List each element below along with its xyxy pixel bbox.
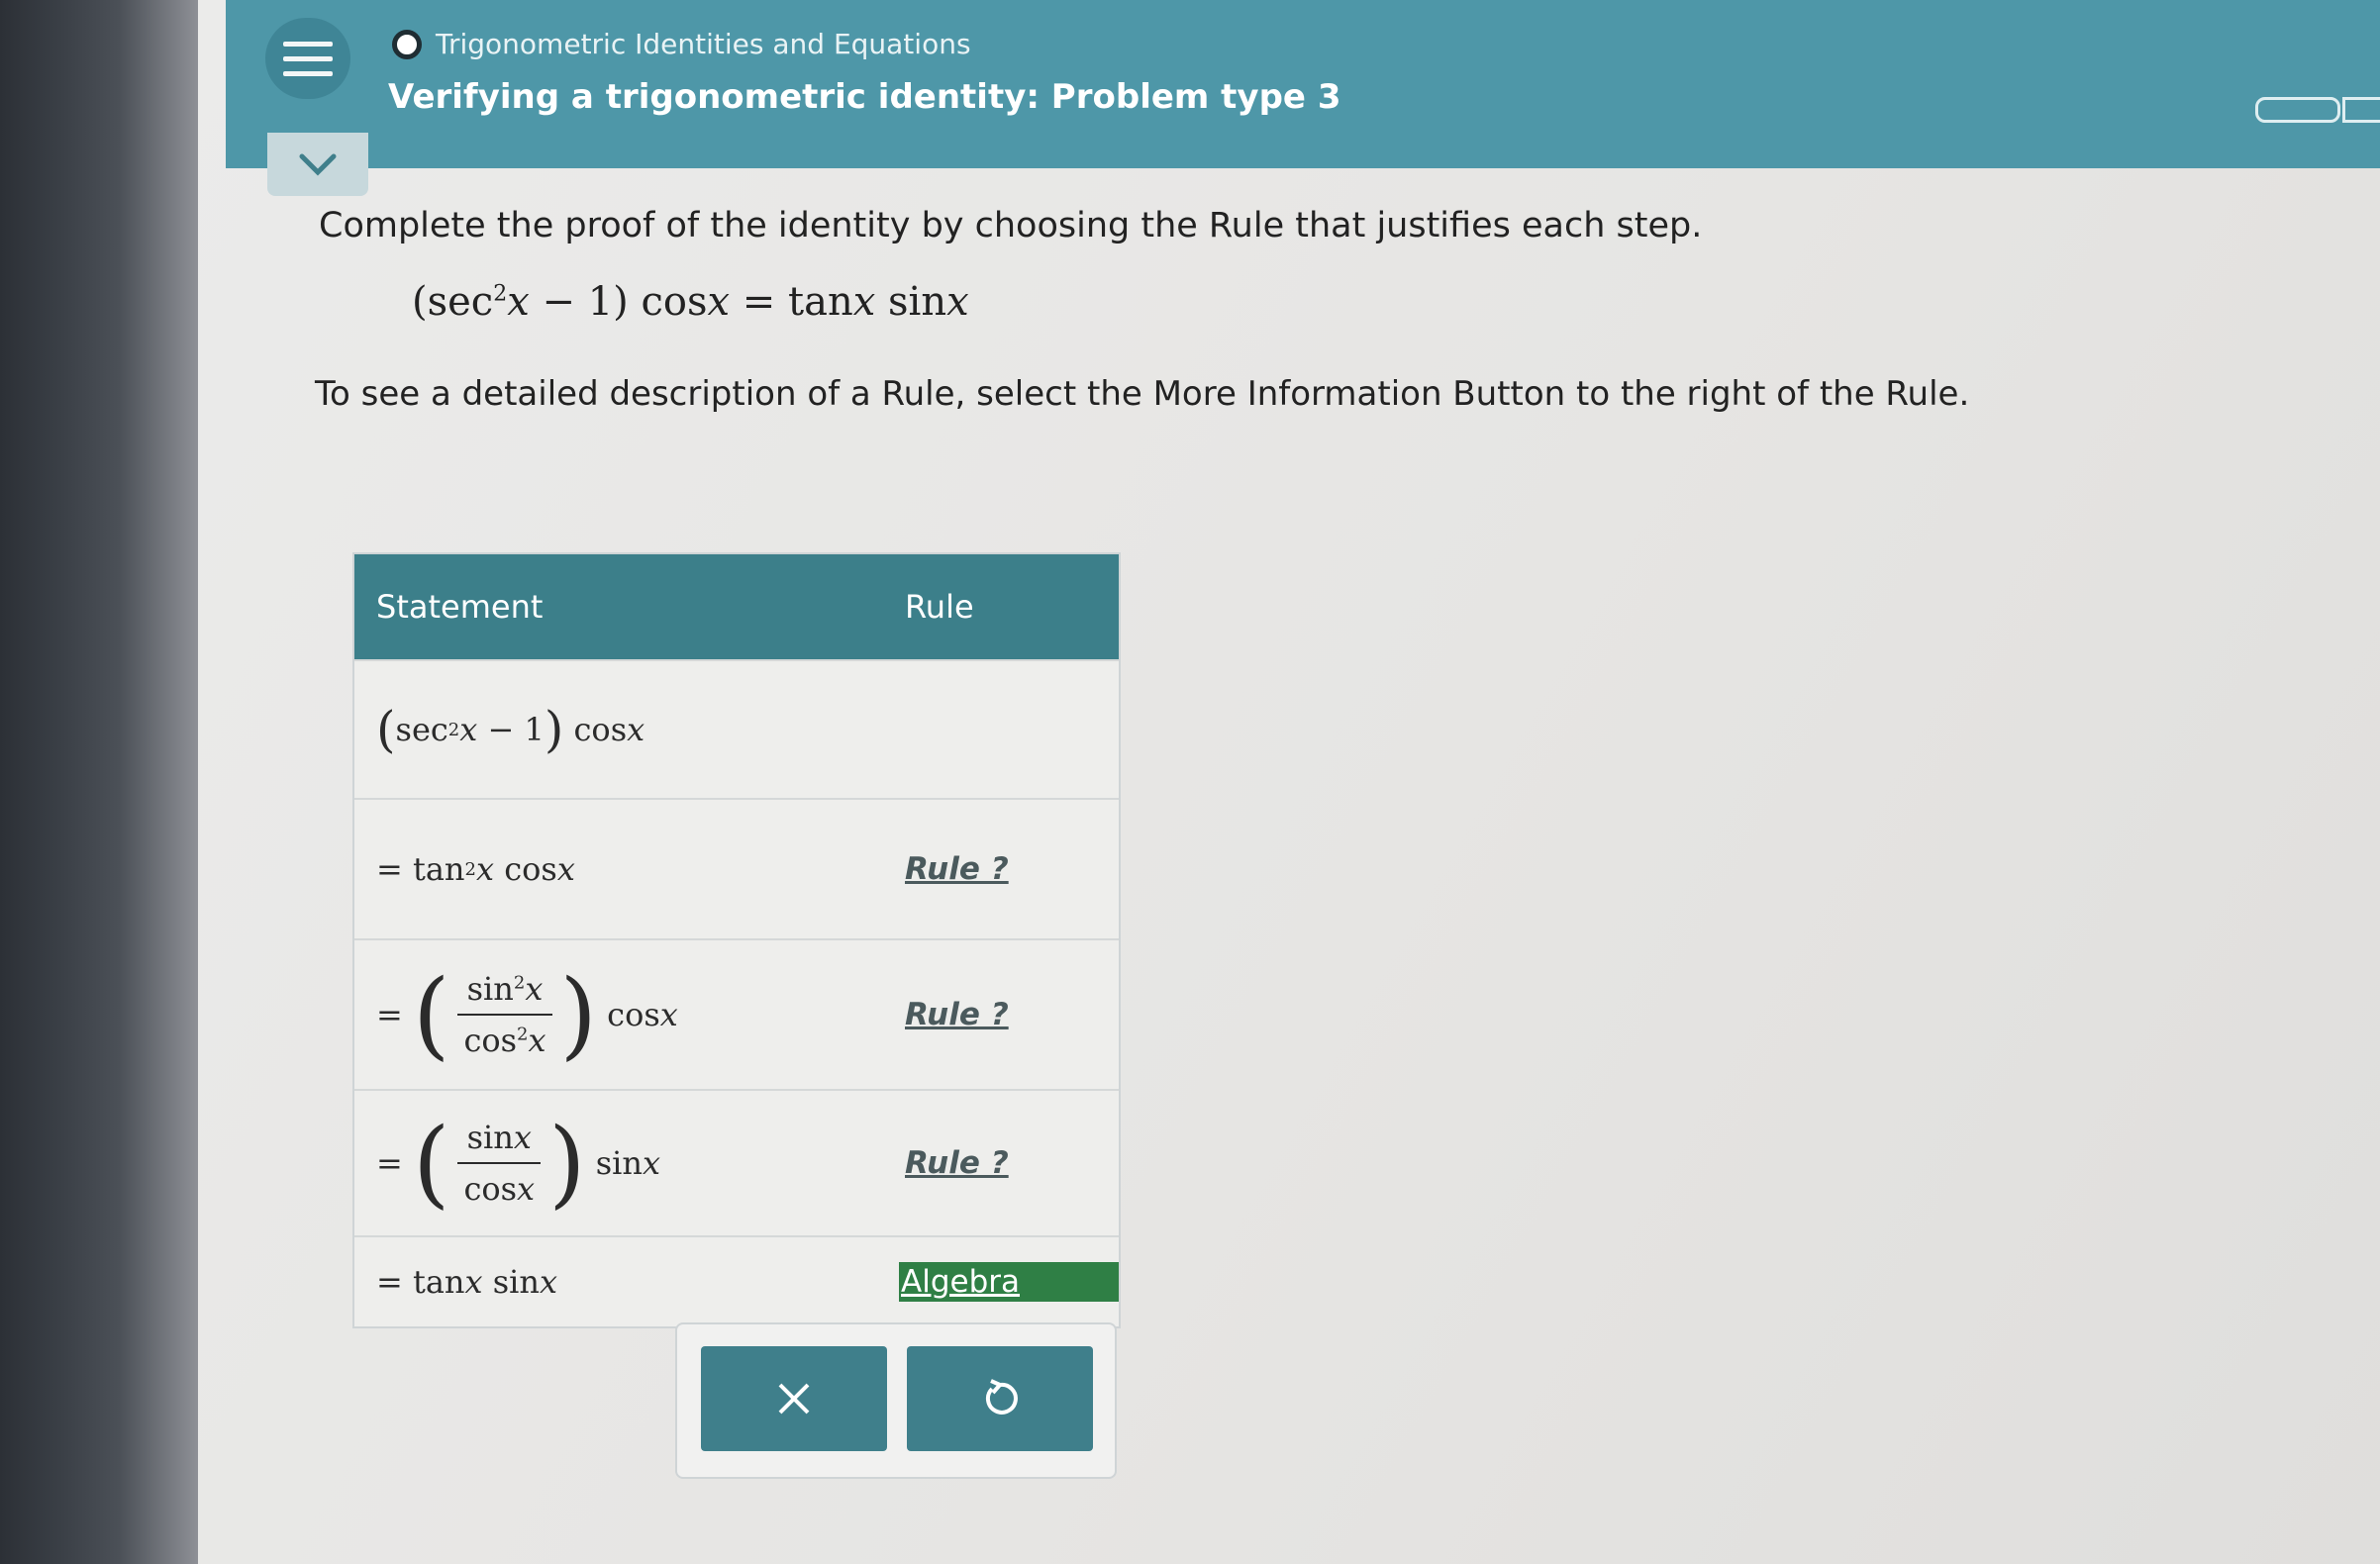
table-row — [354, 659, 1119, 798]
table-row — [354, 938, 1119, 1089]
rule-cell — [905, 1145, 1119, 1181]
identity-formula: $(\sec^2x - 1) \cos x = \tan x$ sinx — [412, 279, 969, 325]
toolbar-toggle[interactable] — [2255, 97, 2340, 123]
table-row — [354, 1089, 1119, 1235]
statement-cell: = ( $\frac{\sin^2x}{\cos^2x}$ ) cos x — [376, 959, 678, 1070]
collapse-button[interactable] — [267, 133, 368, 196]
undo-button[interactable] — [907, 1346, 1093, 1451]
toolbar-toggle-2[interactable] — [2342, 97, 2380, 123]
statement-cell: = ( $\frac{\sin x}{\cos x}$ ) sin x — [376, 1108, 661, 1219]
topic-label: Trigonometric Identities and Equations — [436, 28, 971, 60]
statement-cell: = tan 2 x cos x — [376, 850, 575, 888]
instruction-text: Complete the proof of the identity by choosing the Rule that justifies each step. — [319, 206, 1703, 245]
table-row — [354, 1235, 1119, 1326]
rule-cell — [905, 997, 1119, 1032]
rule-select-button[interactable]: Rule ? — [905, 997, 1009, 1032]
action-panel — [675, 1322, 1117, 1479]
rule-select-button[interactable]: Rule ? — [905, 1145, 1009, 1181]
statement-cell: = tan x sin x — [376, 1263, 558, 1301]
x-icon — [776, 1381, 812, 1417]
rule-algebra-selected[interactable]: Algebra — [899, 1262, 1119, 1302]
statement-column-header: Statement — [376, 588, 544, 626]
clear-button[interactable] — [701, 1346, 887, 1451]
rule-cell — [899, 1262, 1119, 1302]
menu-button[interactable] — [265, 18, 350, 99]
chevron-down-icon — [298, 152, 338, 176]
fraction: $\frac{\sin^2x}{\cos^2x}$ — [457, 970, 551, 1059]
table-header — [354, 554, 1119, 659]
table-row — [354, 798, 1119, 938]
proof-table — [352, 552, 1121, 1328]
rule-select-button[interactable]: Rule ? — [905, 851, 1009, 887]
fraction: $\frac{\sin x}{\cos x}$ — [457, 1119, 541, 1208]
screen-bezel — [0, 0, 198, 1564]
progress-dot-icon — [392, 30, 422, 59]
hamburger-icon — [283, 42, 333, 47]
problem-title: Verifying a trigonometric identity: Problem type 3 — [388, 77, 1341, 117]
statement-cell: ( sec 2 x − 1 ) cos x — [376, 701, 645, 758]
topic-breadcrumb — [392, 28, 971, 60]
rule-column-header: Rule — [905, 588, 974, 626]
rule-cell — [905, 851, 1119, 887]
rule-info-text: To see a detailed description of a Rule, select the More Information Button to the right of the Rule. — [315, 374, 1970, 414]
undo-icon — [980, 1379, 1020, 1418]
